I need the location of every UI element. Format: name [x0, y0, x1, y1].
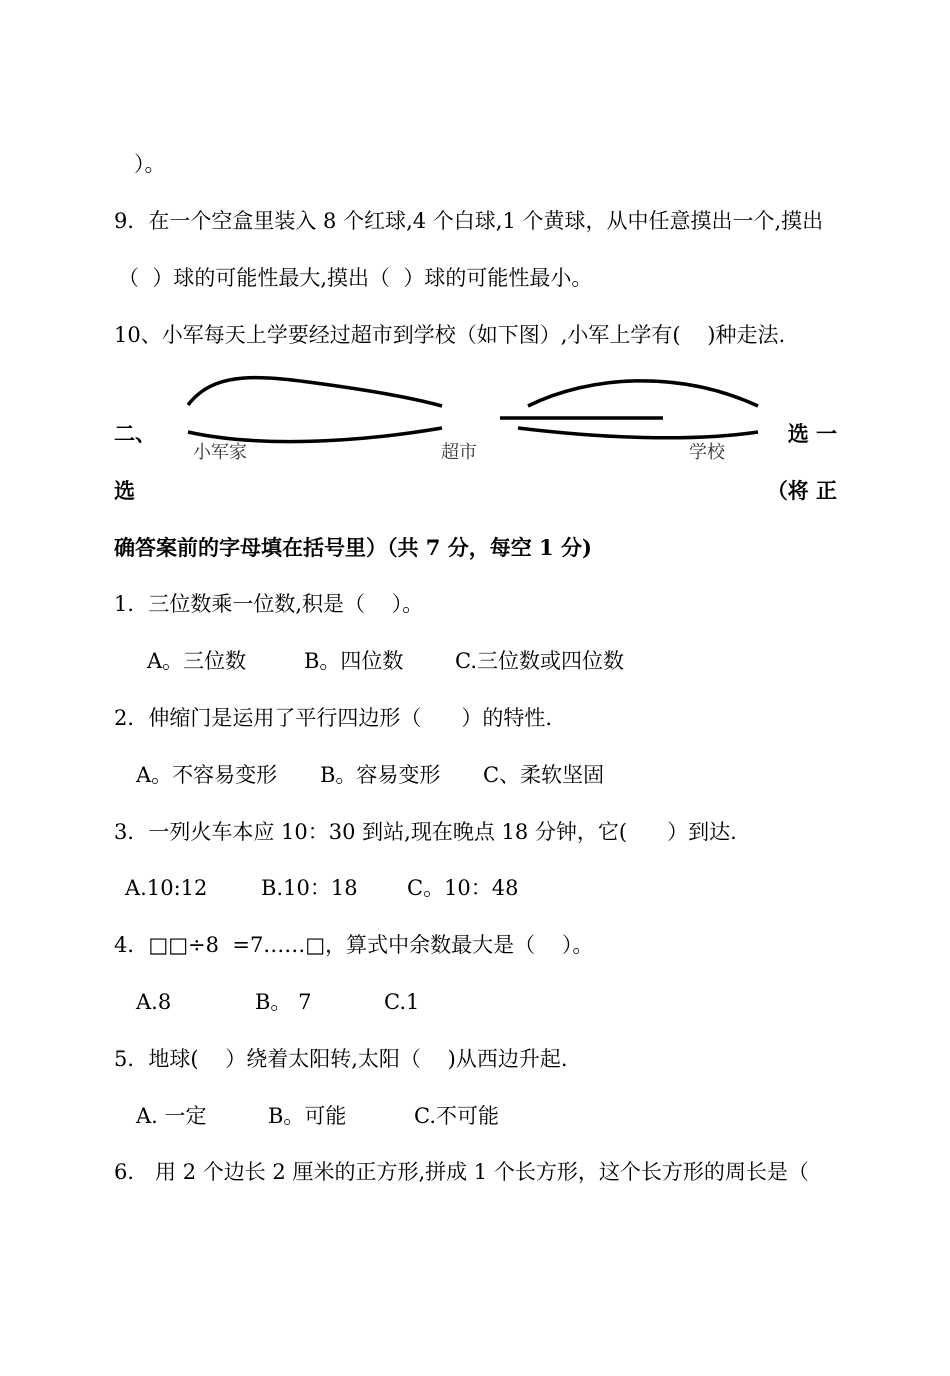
question-10: 10、小军每天上学要经过超市到学校（如下图）,小军上学有( )种走法.	[114, 323, 786, 347]
question-9-line-1: 9．在一个空盒里装入 8 个红球,4 个白球,1 个黄球，从中任意摸出一个,摸出	[114, 209, 824, 233]
section-number: 二、	[114, 421, 156, 446]
question-6: 6． 用 2 个边长 2 厘米的正方形,拼成 1 个长方形，这个长方形的周长是（	[114, 1160, 809, 1184]
section-title-part-3: （将 正	[766, 478, 837, 503]
section-title-part-1: 选 一	[787, 421, 837, 446]
q5-option-b: B。可能	[268, 1104, 347, 1128]
q4-option-b: B。 7	[255, 990, 312, 1014]
q4-option-c: C.1	[384, 990, 420, 1014]
q2-option-b: B。容易变形	[320, 763, 441, 787]
question-5: 5．地球( ）绕着太阳转,太阳（ )从西边升起.	[114, 1047, 568, 1071]
q3-option-c: C。10：48	[407, 876, 519, 900]
market-to-school-upper-path	[528, 381, 758, 406]
home-to-market-upper-path	[188, 378, 442, 406]
label-school: 学校	[689, 442, 725, 463]
question-3: 3．一列火车本应 10：30 到站,现在晚点 18 分钟，它( ）到达.	[114, 820, 737, 844]
q1-option-a: A。三位数	[147, 649, 247, 673]
q2-option-c: C、柔软坚固	[483, 763, 605, 787]
question-2: 2．伸缩门是运用了平行四边形（ ）的特性.	[114, 706, 553, 730]
q5-option-c: C.不可能	[414, 1104, 499, 1128]
question-1: 1．三位数乘一位数,积是（ ）。	[114, 592, 424, 616]
market-to-school-lower-path	[518, 428, 758, 438]
section-instruction: 确答案前的字母填在括号里）（共 7 分，每空 1 分)	[114, 535, 592, 560]
q2-option-a: A。不容易变形	[136, 763, 278, 787]
q3-option-b: B.10：18	[261, 876, 358, 900]
q5-option-a: A. 一定	[136, 1104, 207, 1128]
section-title-part-2: 选	[114, 478, 135, 503]
q3-option-a: A.10:12	[125, 876, 208, 900]
home-to-market-lower-path	[188, 428, 442, 442]
question-8-tail: ）。	[134, 152, 166, 176]
label-home: 小军家	[193, 442, 247, 463]
question-9-line-2: （ ）球的可能性最大,摸出（ ）球的可能性最小。	[118, 266, 593, 290]
question-4: 4．□□÷8 =7……□，算式中余数最大是（ ）。	[114, 933, 594, 957]
q1-option-b: B。四位数	[304, 649, 404, 673]
q4-option-a: A.8	[136, 990, 172, 1014]
label-market: 超市	[441, 442, 477, 463]
q1-option-c: C.三位数或四位数	[455, 649, 624, 673]
